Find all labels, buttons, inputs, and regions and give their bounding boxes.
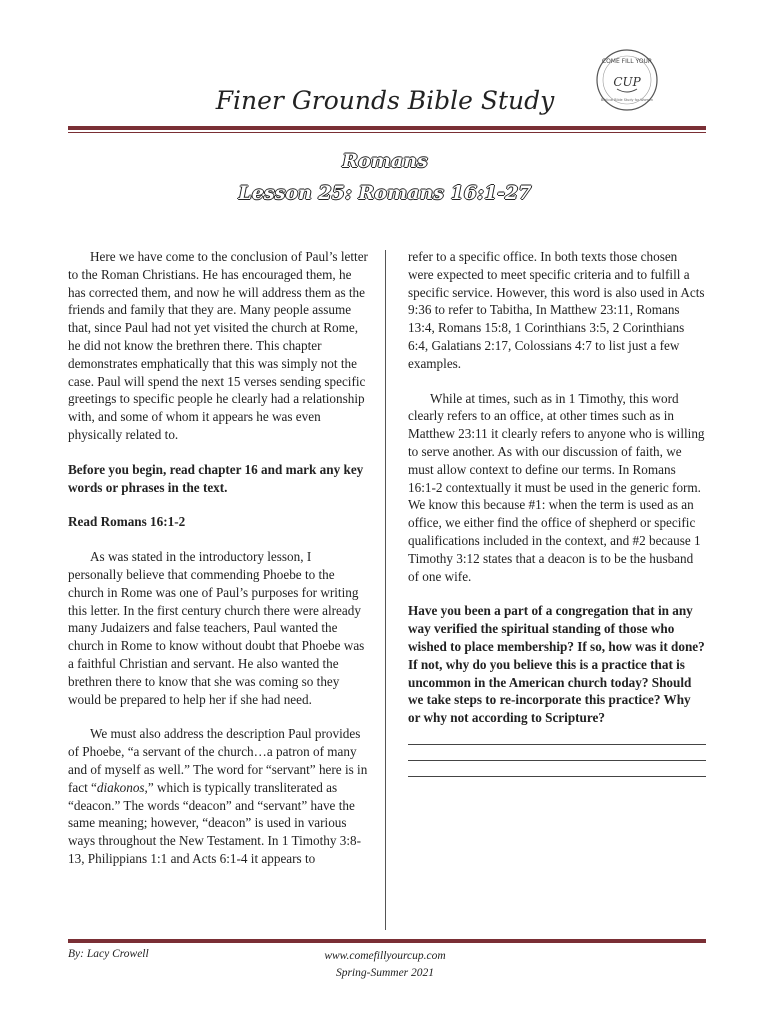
logo-tagline: Biblical Bible Study for Women	[600, 98, 654, 102]
deacon-text-b: ,” which is typically transliterated as “deacon.” The words “deacon” and “servant” have the same meaning; however, “deacon” is used in various ways throughout the New Testament. In 1 Timothy 3:8-13, Philippians 1:1 and Acts 6:1-4 it appears to	[68, 779, 361, 866]
footer-rule-thick	[68, 939, 706, 943]
header-rule-thin	[68, 132, 706, 133]
logo-text-cup: CUP	[613, 75, 641, 89]
answer-line[interactable]	[408, 776, 706, 777]
right-paragraph-context: While at times, such as in 1 Timothy, this word clearly refers to an office, at other times such as in Matthew 23:11 it clearly refers to anyone who is willing to serve another. As with our discussion of faith, we must allow context to define our terms. In Romans 16:1-2 contextually it must be used in the generic form. We know this because #1: when the term is used as an office, we either find the office of shepherd or specific qualifications included in the context, and #2 because 1 Timothy 3:12 states that a deacon is to be the husband of one wife.	[408, 390, 705, 584]
page-title: Finer Grounds Bible Study	[215, 86, 555, 115]
read-heading: Read Romans 16:1-2	[68, 514, 186, 530]
column-divider	[385, 250, 386, 930]
left-column	[68, 248, 368, 885]
header-rule-thick	[68, 126, 706, 130]
left-paragraph-phoebe: As was stated in the introductory lesson, I personally believe that commending Phoebe to the church in Rome was one of Paul’s purposes for writing this letter. In the first century church there were already many Judaizers and false teachers, Paul wanted the church in Rome to know without doubt that Phoebe was a faithful Christian and servant. He also wanted the brethren there to know that she was coming so they would be prepared to help her if she had need.	[68, 549, 365, 707]
left-paragraph-deacon	[68, 725, 368, 867]
deacon-text-a: We must also address the description Paul provides of Phoebe, “a servant of the church…a patron of many and of myself as well.” The word for “servant” here is in fact “	[68, 726, 368, 795]
discussion-question: Have you been a part of a congregation that in any way verified the spiritual standing of those who wished to place membership? If so, how was it done? If not, why do you believe this is a practice that is uncommon in the American church today? Should we take steps to re-incorporate this practice? Why or why not according to Scripture?	[408, 603, 705, 726]
answer-line[interactable]	[408, 760, 706, 761]
right-paragraph-office: refer to a specific office. In both texts those chosen were expected to meet specific criteria and to fulfill a specific service. However, this word is also used in Acts 9:36 to refer to Tabitha, In Matthew 23:11, Romans 13:4, Romans 15:8, 1 Corinthians 3:5, 2 Corinthians 6:4, Galatians 2:17, Colossians 4:7 to list just a few examples.	[408, 249, 705, 371]
greek-word: diakonos	[96, 779, 145, 795]
lesson-title: Lesson 25: Romans 16:1-27	[238, 182, 532, 204]
footer-season: Spring-Summer 2021	[335, 967, 435, 979]
lesson-book: Romans	[342, 150, 428, 172]
footer-author: By: Lacy Crowell	[68, 948, 149, 960]
instruction-read-chapter: Before you begin, read chapter 16 and mark any key words or phrases in the text.	[68, 461, 364, 495]
answer-line[interactable]	[408, 744, 706, 745]
footer-center	[0, 948, 770, 982]
right-column	[408, 248, 706, 792]
logo-text-top: COME FILL YOUR	[601, 58, 653, 65]
footer-website[interactable]: www.comefillyourcup.com	[324, 950, 446, 962]
left-paragraph-intro: Here we have come to the conclusion of Paul’s letter to the Roman Christians. He has encouraged them, he has corrected them, and now he will address them as the friends and family that they are. Many people assume that, since Paul had not yet visited the church at Rome, he did not know the brethren there. This chapter demonstrates emphatically that this was simply not the case. Paul will spend the next 15 verses sending specific greetings to specific people he clearly had a relationship with, and some of whom it appears he was even physically related to.	[68, 249, 368, 442]
